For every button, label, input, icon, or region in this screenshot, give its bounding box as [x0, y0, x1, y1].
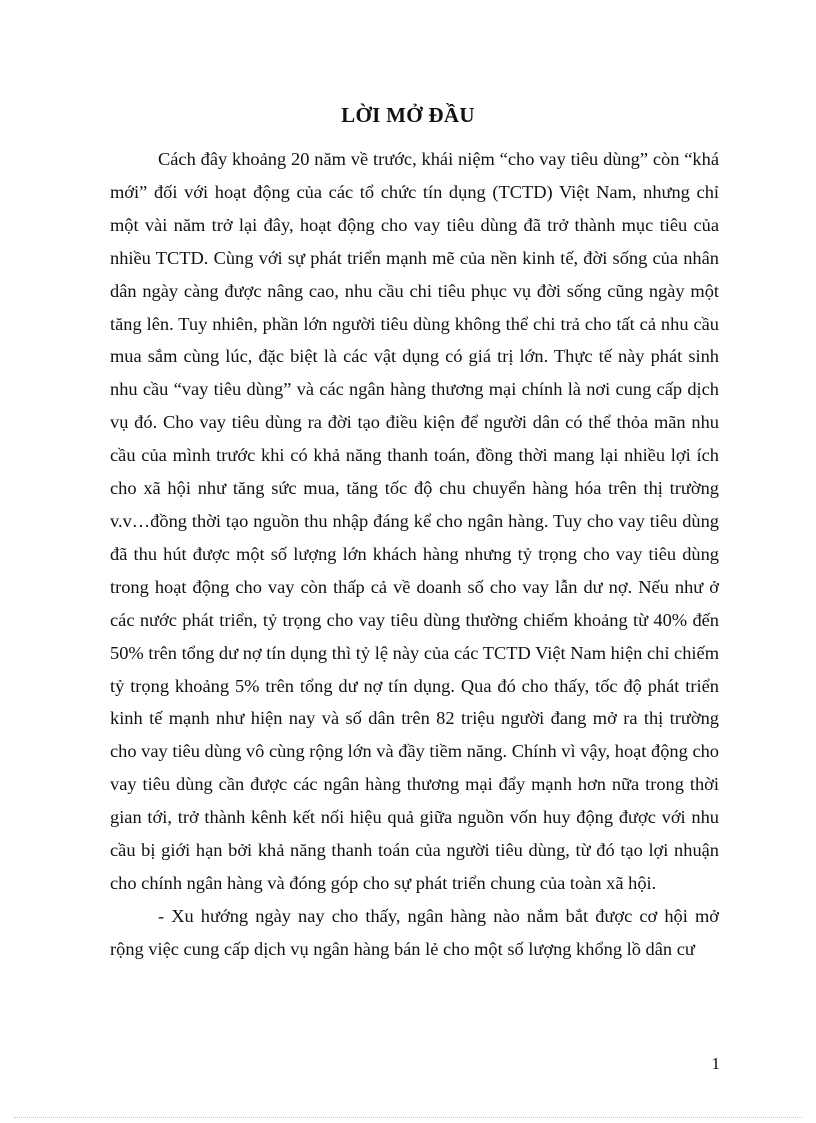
body-text	[110, 143, 719, 966]
paragraph-intro: Cách đây khoảng 20 năm về trước, khái niệm “cho vay tiêu dùng” còn “khá mới” đối với hoạt động của các tổ chức tín dụng (TCTD) Việt Nam, nhưng chỉ một vài năm trở lại đây, hoạt động cho vay tiêu dùng đã trở thành mục tiêu của nhiều TCTD. Cùng với sự phát triển mạnh mẽ của nền kinh tế, đời sống của nhân dân ngày càng được nâng cao, nhu cầu chi tiêu phục vụ đời sống cũng ngày một tăng lên. Tuy nhiên, phần lớn người tiêu dùng không thể chi trả cho tất cả nhu cầu mua sắm cùng lúc, đặc biệt là các vật dụng có giá trị lớn. Thực tế này phát sinh nhu cầu “vay tiêu dùng” và các ngân hàng thương mại chính là nơi cung cấp dịch vụ đó. Cho vay tiêu dùng ra đời tạo điều kiện để người dân có thể thỏa mãn nhu cầu của mình trước khi có khả năng thanh toán, đồng thời mang lại nhiều lợi ích cho xã hội như tăng sức mua, tăng tốc độ chu chuyển hàng hóa trên thị trường v.v…đồng thời tạo nguồn thu nhập đáng kể cho ngân hàng. Tuy cho vay tiêu dùng đã thu hút được một số lượng lớn khách hàng nhưng tỷ trọng cho vay tiêu dùng trong hoạt động cho vay còn thấp cả về doanh số cho vay lẫn dư nợ. Nếu như ở các nước phát triển, tỷ trọng cho vay tiêu dùng thường chiếm khoảng từ 40% đến 50% trên tổng dư nợ tín dụng thì tỷ lệ này của các TCTD Việt Nam hiện chỉ chiếm tỷ trọng khoảng 5% trên tổng dư nợ tín dụng. Qua đó cho thấy, tốc độ phát triển kinh tế mạnh như hiện nay và số dân trên 82 triệu người đang mở ra thị trường cho vay tiêu dùng vô cùng rộng lớn và đầy tiềm năng. Chính vì vậy, hoạt động cho vay tiêu dùng cần được các ngân hàng thương mại đẩy mạnh hơn nữa trong thời gian tới, trở thành kênh kết nối hiệu quả giữa nguồn vốn huy động được với nhu cầu bị giới hạn bởi khả năng thanh toán của người tiêu dùng, từ đó tạo lợi nhuận cho chính ngân hàng và đóng góp cho sự phát triển chung của toàn xã hội.	[110, 149, 719, 893]
paragraph-trend: - Xu hướng ngày nay cho thấy, ngân hàng nào nắm bắt được cơ hội mở rộng việc cung cấp dịch vụ ngân hàng bán lẻ cho một số lượng khổng lồ dân cư	[110, 905, 719, 959]
page-title: LỜI MỞ ĐẦU	[341, 103, 475, 127]
footer-divider	[14, 1117, 802, 1118]
page-number: 1	[711, 1054, 720, 1073]
